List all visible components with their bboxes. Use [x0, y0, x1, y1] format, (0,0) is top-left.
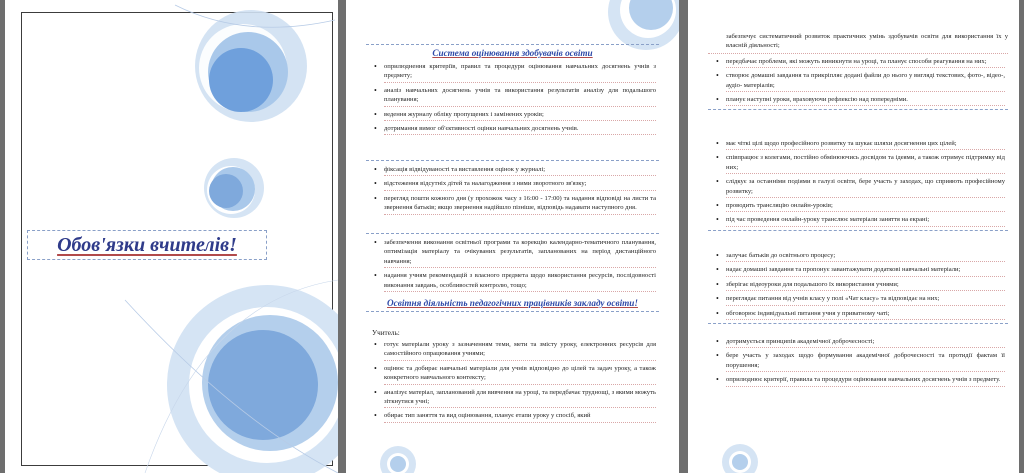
- bullet-list-planning: [708, 57, 1008, 107]
- list-item: • має чіткі цілі щодо професійного розвитку та шукає шляхи досягнення цих цілей;: [726, 139, 1005, 150]
- list-item: • дотримання вимог об'єктивності оцінки навчальних досягнень учнів.: [384, 124, 656, 135]
- list-item: • перегляд пошти кожного дня (у прохожок часу з 16:00 - 17:00) та надання відповіді на листи та звернення батьків; якщо звернення надійшло пізніше, відповідь надавати наступного дня.: [384, 194, 656, 215]
- bullet-list-assessment: [366, 62, 659, 135]
- bullet-list-teacher: [366, 340, 659, 423]
- list-item: • надання учням рекомендацій з власного предмета щодо використання ресурсів, послідовності виконання завдань, особливостей контролю, тощо;: [384, 271, 656, 292]
- list-item: • аналізує матеріал, запланований для вивчення на уроці, та передбачає труднощі, з якими можуть зіткнутися учні;: [384, 388, 656, 409]
- list-item: • переглядає питання від учнів класу у полі «Чат класу» та відповідає на них;: [726, 294, 1005, 305]
- list-item: • оцінює та добирає навчальні матеріали для учнів відповідно до цілей та задач уроку, а також конкретного навчального контексту;: [384, 364, 656, 385]
- document-page-3: [688, 0, 1019, 473]
- list-item: • співпрацює з колегами, постійно обмінюючись досвідом та ідеями, а також отримує підтримку від них;: [726, 153, 1005, 174]
- section-assessment: [366, 44, 659, 138]
- list-item: • забезпечення виконання освітньої програми та корекцію календарно-тематичного планування, оптимізація матеріалу та очікуваних результатів, запланованих на період дистанційного навчання;: [384, 238, 656, 268]
- list-item: • планує наступні уроки, враховуючи рефлексію над попередніми.: [726, 95, 1005, 106]
- list-item: • оприлюднення критеріїв, правил та процедури оцінювання навчальних досягнень учнів з предмету;: [384, 62, 656, 83]
- section-teacher: [366, 327, 659, 426]
- section-program: [366, 233, 659, 312]
- list-item: • ведення журналу обліку пропущених і замінених уроків;: [384, 110, 656, 121]
- list-item: • залучає батьків до освітнього процесу;: [726, 251, 1005, 262]
- continuation-text: забезпечує систематичний розвиток практичних умінь здобувачів освіти для використання їх у власній діяльності;: [708, 30, 1008, 54]
- list-item: • фіксація відвідуваності та виставлення оцінок у журналі;: [384, 165, 656, 176]
- page-title: Обов'язки вчителів!: [57, 233, 237, 256]
- bullet-list-integrity: [708, 337, 1008, 387]
- list-item: • зберігає відеоуроки для подальшого їх використання учнями;: [726, 280, 1005, 291]
- title-box: [27, 230, 267, 260]
- section-integrity: [708, 334, 1008, 390]
- bullet-list-program: [366, 238, 659, 292]
- list-item: • створює домашні завдання та прикріпляє додані файли до нього у вигляді текстових, фото-, відео-, аудіо- матеріалів;: [726, 71, 1005, 92]
- section-title-teaching: Освітня діяльність педагогічних працівників закладу освіти!: [387, 298, 638, 309]
- document-page-2: [346, 0, 679, 473]
- section-planning: [708, 30, 1008, 110]
- list-item: • обговорює індивідуальні питання учня у приватному чаті;: [726, 309, 1005, 320]
- section-title-assessment: Система оцінювання здобувачів освіти: [432, 48, 593, 58]
- bullet-list-parents: [708, 251, 1008, 320]
- section-journal: [366, 160, 659, 218]
- list-item: • передбачає проблеми, які можуть виникнути на уроці, та планує способи реагування на них;: [726, 57, 1005, 68]
- document-page-1: [5, 0, 338, 473]
- list-item: • відстеження відсутніх дітей та налагодження з ними зворотного зв'язку;: [384, 179, 656, 190]
- list-item: • дотримується принципів академічної доброчесності;: [726, 337, 1005, 348]
- bullet-list-professional: [708, 139, 1008, 227]
- list-item: • аналіз навчальних досягнень учнів та використання результатів аналізу для подальшого планування;: [384, 86, 656, 107]
- teacher-label: Учитель:: [372, 329, 400, 337]
- section-professional: [708, 136, 1008, 231]
- list-item: • оприлюднює критерії, правила та процедури оцінювання навчальних досягнень учнів з предмету.: [726, 375, 1005, 386]
- list-item: • проводить трансляцію онлайн-уроків;: [726, 201, 1005, 212]
- list-item: • під час проведення онлайн-уроку транслює матеріали заняття на екрані;: [726, 215, 1005, 226]
- list-item: • обирає тип заняття та вид оцінювання, планує етапи уроку у спосіб, який: [384, 411, 656, 422]
- section-parents: [708, 248, 1008, 324]
- list-item: • бере участь у заходах щодо формування академічної доброчесності та протидії фактам її порушення;: [726, 351, 1005, 372]
- list-item: • слідкує за останніми подіями в галузі освіти, бере участь у заходах, що сприяють професійному розвитку;: [726, 177, 1005, 198]
- list-item: • надає домашні завдання та пропонує завантажувати додаткові навчальні матеріали;: [726, 265, 1005, 276]
- bullet-list-journal: [366, 165, 659, 215]
- list-item: • готує матеріали уроку з зазначенням теми, мети та змісту уроку, електронних ресурсів для самостійного опрацювання учнями;: [384, 340, 656, 361]
